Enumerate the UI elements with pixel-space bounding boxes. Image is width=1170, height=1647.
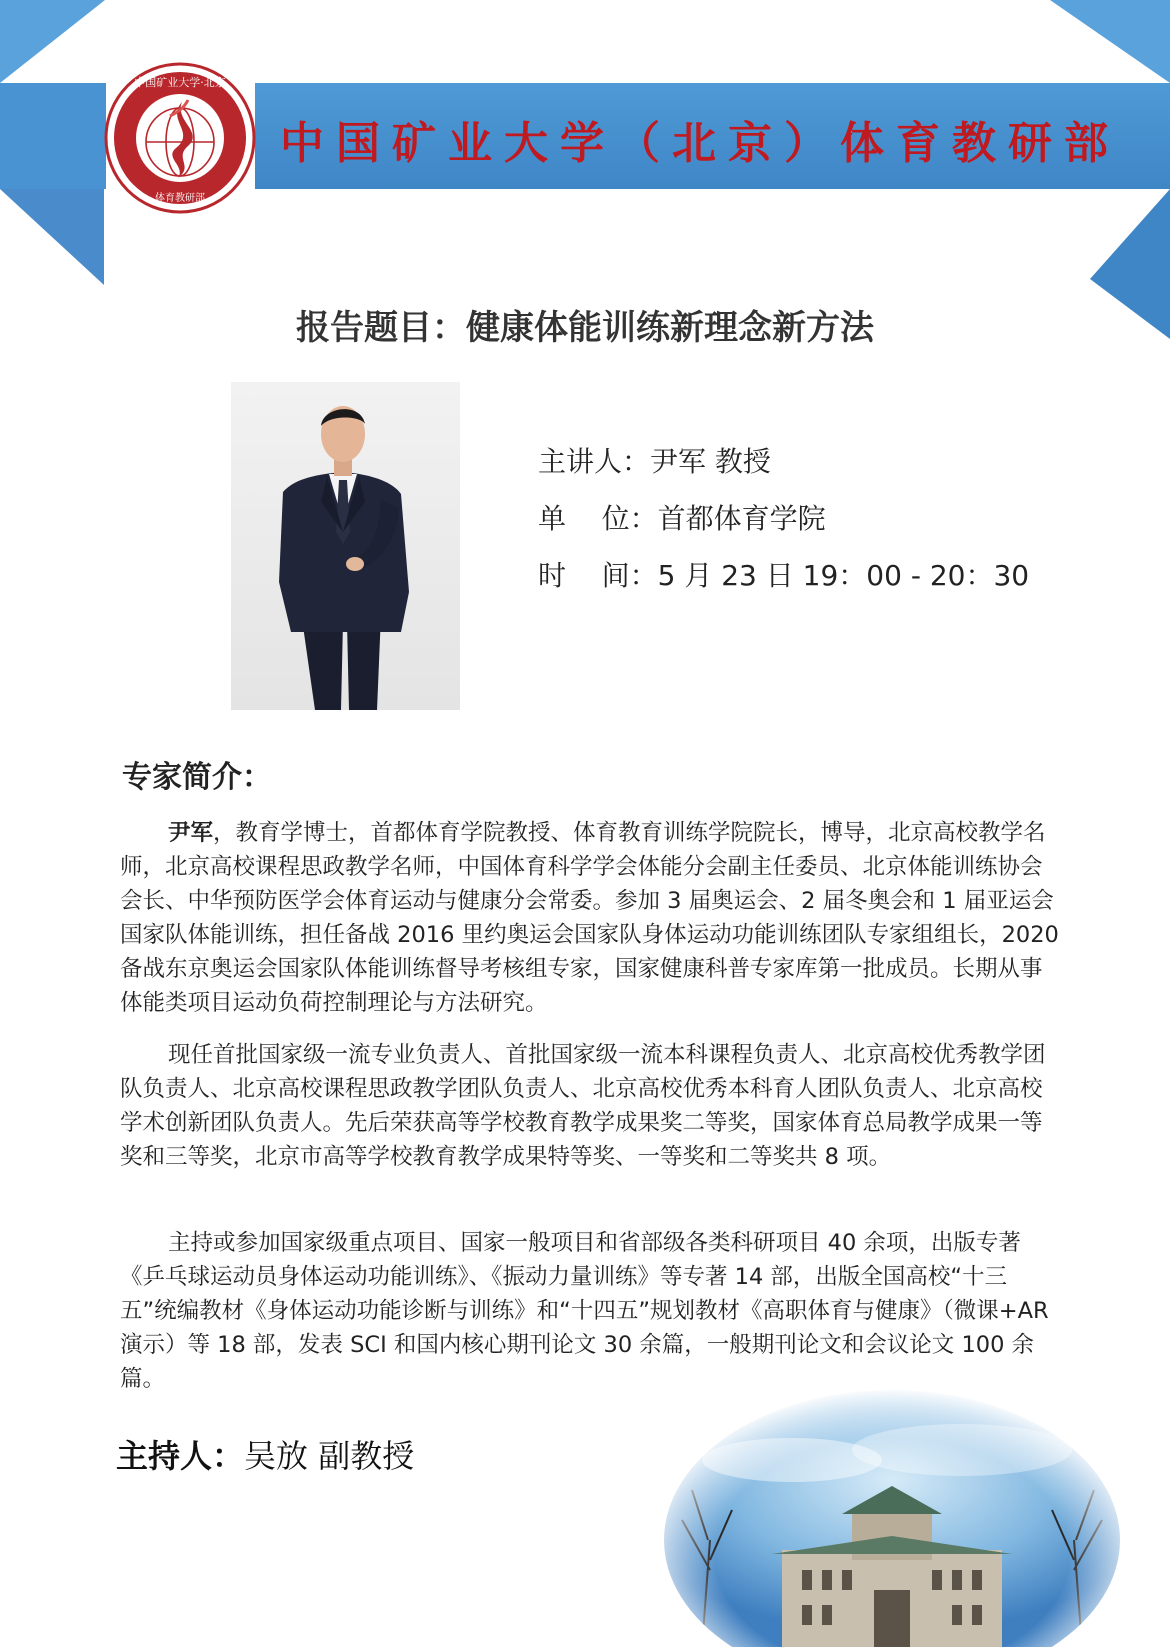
bio-name-bold: 尹军: [168, 820, 214, 846]
speaker-name-value: 尹军 教授: [650, 445, 771, 478]
speaker-name-row: [538, 440, 771, 480]
speaker-photo: [231, 382, 460, 710]
speaker-unit-row: [538, 497, 826, 537]
svg-text:中国矿业大学·北京: 中国矿业大学·北京: [134, 76, 226, 89]
speaker-time-label: 时 间：: [538, 559, 658, 592]
speaker-unit-label: 单 位：: [538, 502, 658, 535]
svg-text:体育教研部: 体育教研部: [155, 193, 205, 204]
speaker-time-row: [538, 554, 1029, 594]
report-title: 报告题目：健康体能训练新理念新方法: [296, 308, 874, 348]
campus-building-image: [662, 1390, 1122, 1647]
bio-section-title: 专家简介：: [122, 760, 272, 795]
corner-decoration-top-left: [0, 0, 110, 90]
speaker-time-value: 5 月 23 日 19：00 - 20：30: [657, 559, 1030, 592]
university-logo: [104, 62, 256, 214]
bio-paragraph-2: 现任首批国家级一流专业负责人、首批国家级一流本科课程负责人、北京高校优秀教学团队负责人、北京高校课程思政教学团队负责人、北京高校优秀本科育人团队负责人、北京高校学术创新团队负责人。先后荣获高等学校教育教学成果奖二等奖，国家体育总局教学成果一等奖和三等奖，北京市高等学校教育教学成果特等奖、一等奖和二等奖共 8 项。: [120, 1042, 1046, 1170]
speaker-name-label: 主讲人：: [538, 445, 651, 478]
header-title: 中国矿业大学（北京）体育教研部: [280, 118, 1120, 169]
banner-left-segment: [0, 83, 106, 189]
host-label: 主持人：: [116, 1437, 245, 1475]
bio-paragraph-3: 主持或参加国家级重点项目、国家一般项目和省部级各类科研项目 40 余项，出版专著《乒乓球运动员身体运动功能训练》、《振动力量训练》等专著 14 部，出版全国高校“十三五”统编教材《身体运动功能诊断与训练》和“十四五”规划教材《高职体育与健康》（微课+AR 演示）等 18 部，发表 SCI 和国内核心期刊论文 30 余篇，一般期刊论文和会议论文 100 余篇。: [120, 1230, 1049, 1392]
host-row: [116, 1431, 414, 1477]
host-value: 吴放 副教授: [244, 1437, 415, 1475]
bio-paragraph-1-text: ，教育学博士，首都体育学院教授、体育教育训练学院院长，博导，北京高校教学名师，北京高校课程思政教学名师，中国体育科学学会体能分会副主任委员、北京体能训练协会会长、中华预防医学会体育运动与健康分会常委。参加 3 届奥运会、2 届冬奥会和 1 届亚运会国家队体能训练，担任备战 2016 里约奥运会国家队身体运动功能训练团队专家组组长，2020 备战东京奥运会国家队体能训练督导考核组专家，国家健康科普专家库第一批成员。长期从事体能类项目运动负荷控制理论与方法研究。: [120, 820, 1059, 1016]
speaker-unit-value: 首都体育学院: [657, 502, 826, 535]
bio-paragraph-1: [120, 816, 1060, 1020]
corner-decoration-top-right: [1050, 0, 1170, 90]
corner-decoration-bottom-left: [0, 189, 110, 289]
